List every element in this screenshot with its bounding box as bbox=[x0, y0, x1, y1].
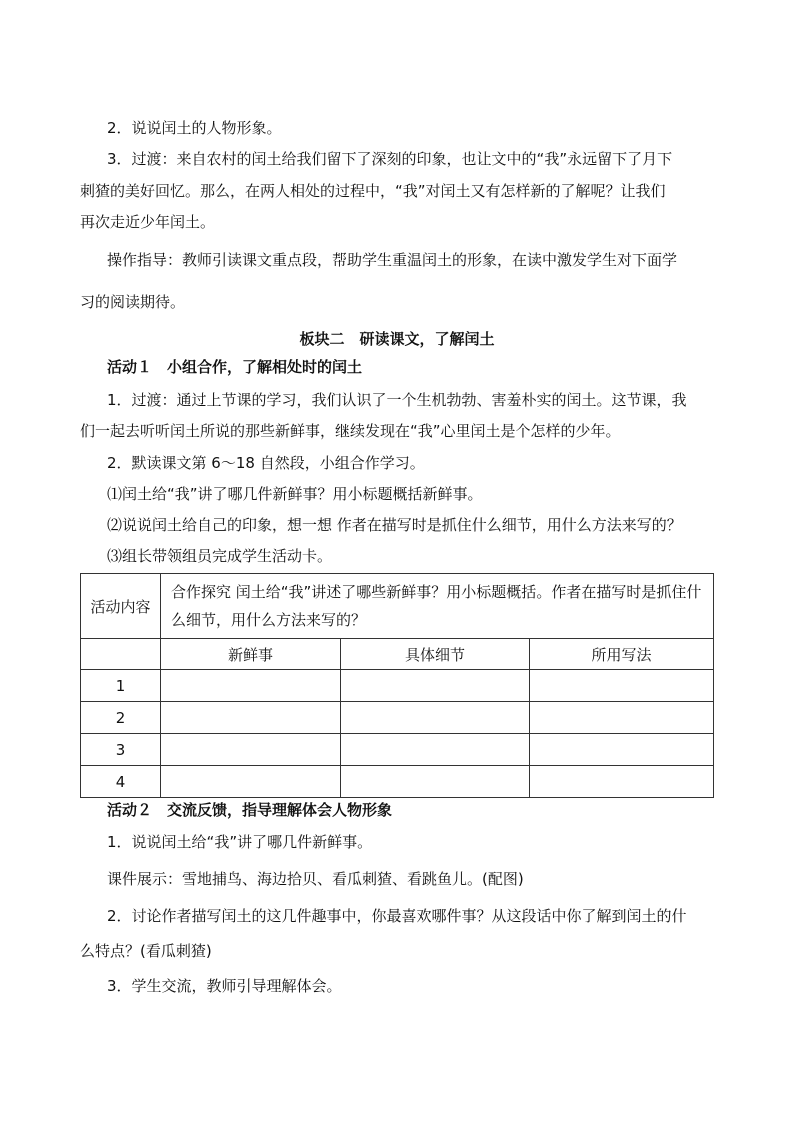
activity-1-question-2: ⑵说说闰土给自己的印象，想一想 作者在描写时是抓住什么细节，用什么方法来写的？ bbox=[107, 516, 682, 534]
table-cell-empty[interactable] bbox=[161, 702, 341, 734]
table-cell-empty[interactable] bbox=[530, 734, 714, 766]
activity-1-paragraph-2: 2．默读课文第 6～18 自然段，小组合作学习。 bbox=[107, 454, 425, 472]
table-header-details: 具体细节 bbox=[341, 639, 530, 670]
table-row bbox=[81, 702, 714, 734]
operation-guide-line-2: 习的阅读期待。 bbox=[80, 293, 186, 311]
table-header-blank bbox=[81, 639, 161, 670]
table-row bbox=[81, 670, 714, 702]
transition-paragraph-line-2: 刺猹的美好回忆。那么，在两人相处的过程中，“我”对闰土又有怎样新的了解呢？让我们 bbox=[80, 182, 666, 200]
table-row bbox=[81, 766, 714, 798]
table-cell-empty[interactable] bbox=[161, 734, 341, 766]
activity-2-paragraph-1: 1．说说闰土给“我”讲了哪几件新鲜事。 bbox=[107, 833, 373, 851]
section-title: 板块二 研读课文，了解闰土 bbox=[299, 330, 495, 348]
activity-2-paragraph-2-line-2: 么特点？(看瓜刺猹) bbox=[80, 942, 212, 960]
table-cell-empty[interactable] bbox=[341, 670, 530, 702]
activity-content-label: 活动内容 bbox=[81, 574, 161, 639]
activity-2-paragraph-3: 3．学生交流，教师引导理解体会。 bbox=[107, 977, 342, 995]
table-cell-empty[interactable] bbox=[530, 670, 714, 702]
row-number: 3 bbox=[81, 734, 161, 766]
activity-2-paragraph-2-line-1: 2．讨论作者描写闰土的这几件趣事中，你最喜欢哪件事？从这段话中你了解到闰土的什 bbox=[107, 907, 687, 925]
activity-1-title: 活动１ 小组合作，了解相处时的闰土 bbox=[107, 358, 363, 376]
table-header-writing-method: 所用写法 bbox=[530, 639, 714, 670]
table-cell-empty[interactable] bbox=[161, 766, 341, 798]
activity-task-cell bbox=[161, 574, 714, 639]
row-number: 2 bbox=[81, 702, 161, 734]
table-cell-empty[interactable] bbox=[530, 702, 714, 734]
activity-1-paragraph-1-line-1: 1．过渡：通过上节课的学习，我们认识了一个生机勃勃、害羞朴实的闰土。这节课，我 bbox=[107, 391, 687, 409]
table-header-fresh-things: 新鲜事 bbox=[161, 639, 341, 670]
table-cell-empty[interactable] bbox=[530, 766, 714, 798]
activity-task-text: 合作探究 闰土给“我”讲述了哪些新鲜事？用小标题概括。作者在描写时是抓住什么细节，用什么方法来写的？ bbox=[171, 583, 702, 629]
activity-1-question-1: ⑴闰土给“我”讲了哪几件新鲜事？用小标题概括新鲜事。 bbox=[107, 485, 483, 503]
activity-card-table bbox=[80, 573, 714, 798]
operation-guide-line-1: 操作指导：教师引读课文重点段，帮助学生重温闰土的形象，在读中激发学生对下面学 bbox=[107, 251, 678, 269]
transition-paragraph-line-1: 3．过渡：来自农村的闰土给我们留下了深刻的印象，也让文中的“我”永远留下了月下 bbox=[107, 150, 673, 168]
row-number: 1 bbox=[81, 670, 161, 702]
table-cell-empty[interactable] bbox=[341, 734, 530, 766]
table-cell-empty[interactable] bbox=[161, 670, 341, 702]
table-row bbox=[81, 734, 714, 766]
activity-2-title: 活动２ 交流反馈，指导理解体会人物形象 bbox=[107, 801, 393, 819]
paragraph-item-2: 2．说说闰土的人物形象。 bbox=[107, 119, 282, 137]
table-cell-empty[interactable] bbox=[341, 766, 530, 798]
activity-1-question-3: ⑶组长带领组员完成学生活动卡。 bbox=[107, 547, 333, 565]
table-cell-empty[interactable] bbox=[341, 702, 530, 734]
courseware-display: 课件展示：雪地捕鸟、海边拾贝、看瓜刺猹、看跳鱼儿。(配图) bbox=[107, 870, 524, 888]
activity-1-paragraph-1-line-2: 们一起去听听闰土所说的那些新鲜事，继续发现在“我”心里闰土是个怎样的少年。 bbox=[80, 422, 621, 440]
row-number: 4 bbox=[81, 766, 161, 798]
transition-paragraph-line-3: 再次走近少年闰土。 bbox=[80, 213, 216, 231]
